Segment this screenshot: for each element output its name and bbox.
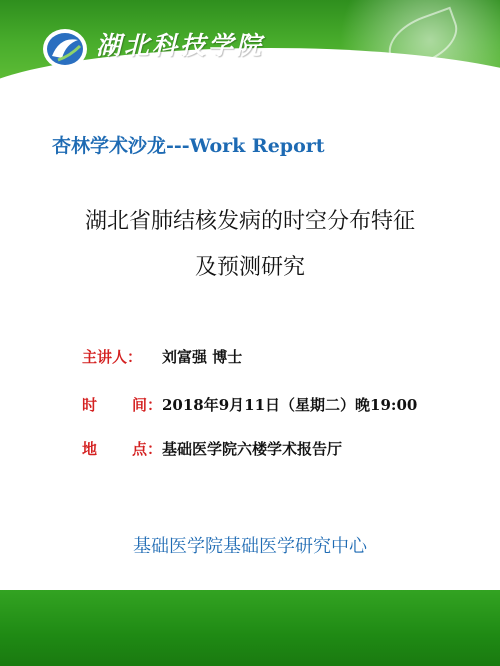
- time-label-char: 时: [82, 396, 98, 414]
- talk-title-line-1: 湖北省肺结核发病的时空分布特征: [84, 209, 415, 234]
- university-name: 湖北科技学院: [96, 31, 265, 60]
- footer-green-bar: [0, 590, 500, 666]
- time-row: [82, 394, 417, 415]
- speaker-label: 主讲人：: [82, 348, 143, 366]
- place-label-suffix: 点：: [131, 440, 162, 458]
- place-value: 基础医学院六楼学术报告厅: [162, 440, 343, 458]
- speaker-value: 刘富强 博士: [162, 348, 243, 366]
- organizer-name: 基础医学院基础医学研究中心: [133, 536, 367, 557]
- time-label: [82, 394, 162, 415]
- speaker-row: [82, 346, 242, 367]
- time-label-suffix: 间：: [131, 396, 162, 414]
- university-name-english: HUBEI UNIVERSITY OF SCIENCE AND TECHNOLOGY: [98, 61, 263, 67]
- time-value: 2018年9月11日（星期二）晚19:00: [162, 396, 418, 414]
- place-row: [82, 438, 342, 459]
- place-label-char: 地: [82, 440, 98, 458]
- series-label: 杏林学术沙龙---Work Report: [52, 135, 325, 157]
- place-label: [82, 438, 162, 459]
- university-emblem-icon: [40, 26, 90, 72]
- talk-title-line-2: 及预测研究: [194, 255, 305, 280]
- header-banner: [0, 0, 500, 96]
